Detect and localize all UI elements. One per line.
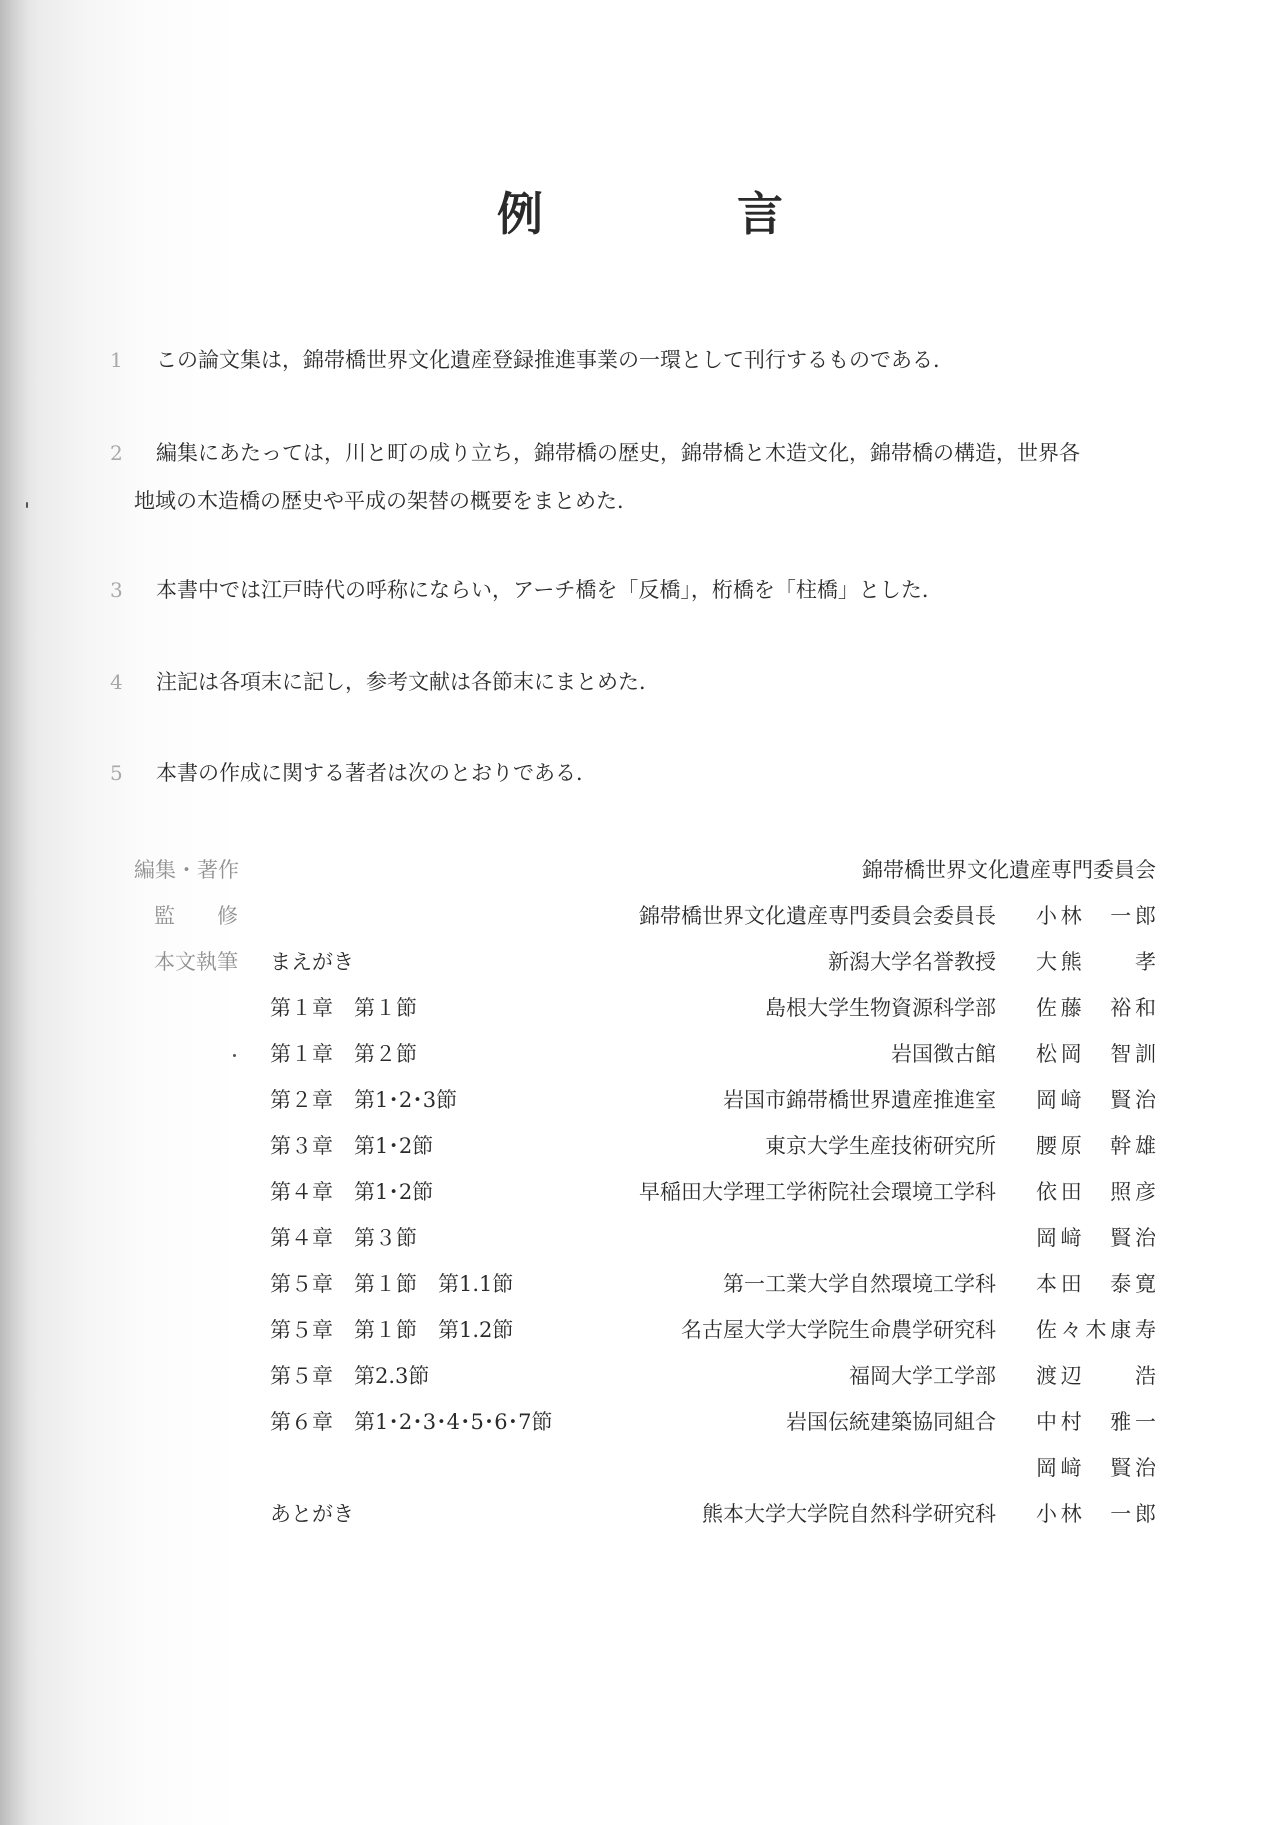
credit-author	[1036, 1307, 1156, 1353]
credit-role: 監 修	[154, 904, 238, 928]
author-credits-list	[134, 847, 1156, 1537]
credit-author	[1036, 1123, 1156, 1169]
credit-author-name: 腰原 幹雄	[1036, 1134, 1156, 1158]
credit-affiliation: 岩国市錦帯橋世界遺産推進室	[723, 1088, 996, 1112]
credit-author	[1036, 1261, 1156, 1307]
page-title: 例 言	[497, 187, 857, 241]
note-item-2	[110, 429, 1185, 525]
item-text: 編集にあたっては，川と町の成り立ち，錦帯橋の歴史，錦帯橋と木造文化，錦帯橋の構造，世界各	[156, 441, 1080, 465]
credit-row	[134, 1353, 1156, 1399]
credit-author-name: 小林 一郎	[1036, 904, 1156, 928]
credit-row	[134, 1445, 1156, 1491]
credit-row	[134, 1261, 1156, 1307]
credit-row	[134, 1077, 1156, 1123]
credit-author	[1036, 1077, 1156, 1123]
credit-author	[1036, 1491, 1156, 1537]
credit-affiliation: 早稲田大学理工学術院社会環境工学科	[639, 1180, 996, 1204]
credit-affiliation: 名古屋大学大学院生命農学研究科	[681, 1318, 996, 1342]
credit-affiliation: 新潟大学名誉教授	[828, 950, 996, 974]
scan-speck	[233, 1054, 236, 1057]
credit-section: 第５章 第１節 第1.1節	[270, 1272, 514, 1296]
item-text-continuation: 地域の木造橋の歴史や平成の架替の概要をまとめた．	[134, 489, 638, 513]
scan-speck	[26, 502, 28, 508]
credit-section: 第４章 第３節	[270, 1226, 417, 1250]
credit-author	[1036, 939, 1156, 985]
credit-author-name: 松岡 智訓	[1036, 1042, 1156, 1066]
note-item-3	[110, 566, 1185, 614]
credit-author-name: 依田 照彦	[1036, 1180, 1156, 1204]
credit-author	[1036, 893, 1156, 939]
credit-section: 第４章 第1･2節	[270, 1180, 434, 1204]
credit-row	[134, 1399, 1156, 1445]
credit-author	[1036, 1031, 1156, 1077]
item-number: 3	[110, 578, 123, 602]
credit-role: 本文執筆	[154, 950, 238, 974]
credit-row	[134, 1215, 1156, 1261]
credit-author-name: 大熊 孝	[1036, 950, 1156, 974]
credit-author	[1036, 1445, 1156, 1491]
item-text: 本書中では江戸時代の呼称にならい，アーチ橋を「反橋」，桁橋を「柱橋」とした．	[156, 578, 943, 602]
credit-author-name: 岡﨑 賢治	[1036, 1088, 1156, 1112]
item-text: 注記は各項末に記し，参考文献は各節末にまとめた．	[156, 670, 660, 694]
credit-author	[1036, 1353, 1156, 1399]
binding-shadow	[0, 0, 30, 1825]
credit-row	[134, 847, 1156, 893]
credit-section: あとがき	[270, 1502, 354, 1526]
credit-author-name: 中村 雅一	[1036, 1410, 1156, 1434]
credit-affiliation: 福岡大学工学部	[849, 1364, 996, 1388]
credit-role: 編集・著作	[134, 858, 239, 882]
note-item-5	[110, 749, 1185, 797]
credit-section: まえがき	[270, 950, 354, 974]
credit-author-name: 佐藤 裕和	[1036, 996, 1156, 1020]
credit-row	[134, 1123, 1156, 1169]
credit-affiliation: 東京大学生産技術研究所	[765, 1134, 996, 1158]
credit-section: 第１章 第２節	[270, 1042, 417, 1066]
credit-author	[1036, 1215, 1156, 1261]
item-text: この論文集は，錦帯橋世界文化遺産登録推進事業の一環として刊行するものである．	[156, 348, 954, 372]
credit-author	[1036, 1399, 1156, 1445]
credit-row	[134, 985, 1156, 1031]
credit-affiliation: 熊本大学大学院自然科学研究科	[702, 1502, 996, 1526]
item-number: 2	[110, 441, 123, 465]
credit-author-name: 岡﨑 賢治	[1036, 1456, 1156, 1480]
credit-author-name: 佐々木康寿	[1036, 1318, 1156, 1342]
item-number: 1	[110, 348, 123, 372]
credit-row	[134, 939, 1156, 985]
credit-section: 第６章 第1･2･3･4･5･6･7節	[270, 1410, 553, 1434]
credit-row	[134, 893, 1156, 939]
credit-author-name: 小林 一郎	[1036, 1502, 1156, 1526]
item-text: 本書の作成に関する著者は次のとおりである．	[156, 761, 597, 785]
credit-section: 第１章 第１節	[270, 996, 417, 1020]
credit-author-name: 本田 泰寛	[1036, 1272, 1156, 1296]
credit-affiliation: 錦帯橋世界文化遺産専門委員会委員長	[639, 904, 996, 928]
credit-affiliation: 島根大学生物資源科学部	[765, 996, 996, 1020]
credit-section: 第５章 第2.3節	[270, 1364, 430, 1388]
item-number: 5	[110, 761, 123, 785]
item-number: 4	[110, 670, 123, 694]
credit-section: 第３章 第1･2節	[270, 1134, 434, 1158]
credit-affiliation: 第一工業大学自然環境工学科	[723, 1272, 996, 1296]
credit-row	[134, 1169, 1156, 1215]
credit-row	[134, 1307, 1156, 1353]
credit-author	[1036, 1169, 1156, 1215]
credit-affiliation: 錦帯橋世界文化遺産専門委員会	[862, 858, 1156, 882]
credit-author	[1036, 985, 1156, 1031]
credit-row	[134, 1491, 1156, 1537]
credit-section: 第２章 第1･2･3節	[270, 1088, 458, 1112]
credit-affiliation: 岩国伝統建築協同組合	[786, 1410, 996, 1434]
credit-section: 第５章 第１節 第1.2節	[270, 1318, 514, 1342]
note-item-1	[110, 336, 1185, 384]
credit-row	[134, 1031, 1156, 1077]
credit-author-name: 岡﨑 賢治	[1036, 1226, 1156, 1250]
note-item-4	[110, 658, 1185, 706]
credit-author-name: 渡辺 浩	[1036, 1364, 1156, 1388]
credit-affiliation: 岩国徴古館	[891, 1042, 996, 1066]
